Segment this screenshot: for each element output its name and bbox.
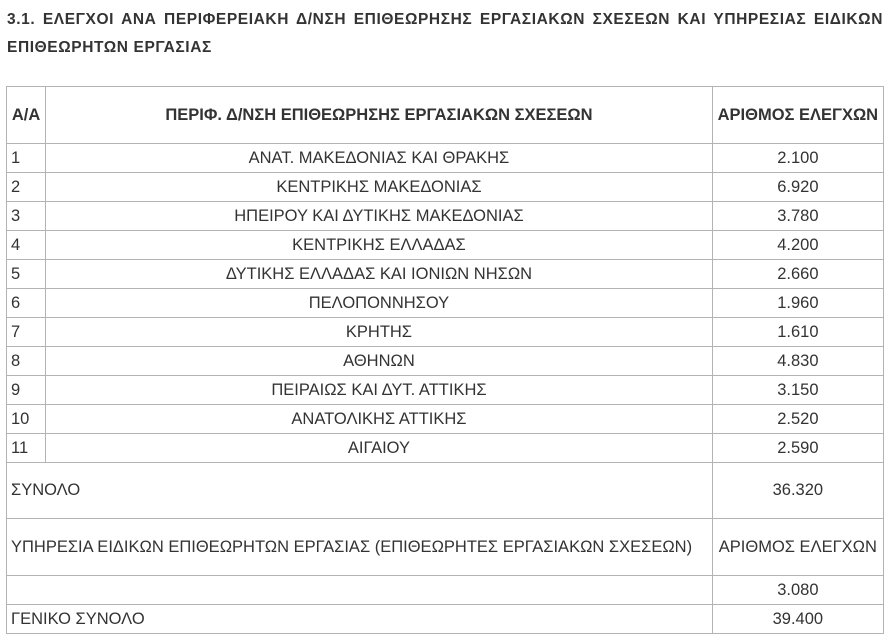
- row-region: ΑΝΑΤΟΛΙΚΗΣ ΑΤΤΙΚΗΣ: [46, 405, 713, 434]
- row-checks: 2.100: [712, 144, 883, 173]
- row-checks: 1.610: [712, 318, 883, 347]
- row-region: ΑΙΓΑΙΟΥ: [46, 434, 713, 463]
- row-region: ΑΘΗΝΩΝ: [46, 347, 713, 376]
- header-region: ΠΕΡΙΦ. Δ/ΝΣΗ ΕΠΙΘΕΩΡΗΣΗΣ ΕΡΓΑΣΙΑΚΩΝ ΣΧΕΣΕΩΝ: [46, 87, 713, 144]
- table-row: [7, 231, 884, 260]
- table-row: [7, 173, 884, 202]
- row-checks: 6.920: [712, 173, 883, 202]
- row-index: 7: [7, 318, 46, 347]
- service-column-label: ΑΡΙΘΜΟΣ ΕΛΕΓΧΩΝ: [712, 519, 883, 576]
- row-checks: 3.780: [712, 202, 883, 231]
- table-row: [7, 144, 884, 173]
- service-value-empty-cell: [7, 576, 713, 605]
- table-row: [7, 202, 884, 231]
- table-row: [7, 405, 884, 434]
- service-label: ΥΠΗΡΕΣΙΑ ΕΙΔΙΚΩΝ ΕΠΙΘΕΩΡΗΤΩΝ ΕΡΓΑΣΙΑΣ (ΕΠΙΘΕΩΡΗΤΕΣ ΕΡΓΑΣΙΑΚΩΝ ΣΧΕΣΕΩΝ): [7, 519, 713, 576]
- service-row: [7, 519, 884, 576]
- row-index: 5: [7, 260, 46, 289]
- row-region: ΠΕΙΡΑΙΩΣ ΚΑΙ ΔΥΤ. ΑΤΤΙΚΗΣ: [46, 376, 713, 405]
- row-region: ΗΠΕΙΡΟΥ ΚΑΙ ΔΥΤΙΚΗΣ ΜΑΚΕΔΟΝΙΑΣ: [46, 202, 713, 231]
- row-checks: 1.960: [712, 289, 883, 318]
- total-label: ΣΥΝΟΛΟ: [7, 463, 713, 519]
- grand-total-label: ΓΕΝΙΚΟ ΣΥΝΟΛΟ: [7, 605, 713, 634]
- row-region: ΚΕΝΤΡΙΚΗΣ ΜΑΚΕΔΟΝΙΑΣ: [46, 173, 713, 202]
- row-index: 6: [7, 289, 46, 318]
- row-region: ΔΥΤΙΚΗΣ ΕΛΛΑΔΑΣ ΚΑΙ ΙΟΝΙΩΝ ΝΗΣΩΝ: [46, 260, 713, 289]
- row-checks: 2.520: [712, 405, 883, 434]
- row-checks: 2.590: [712, 434, 883, 463]
- inspections-table: [6, 86, 884, 634]
- table-row: [7, 434, 884, 463]
- table-row: [7, 376, 884, 405]
- row-checks: 4.830: [712, 347, 883, 376]
- section-title: 3.1. ΕΛΕΓΧΟΙ ΑΝΑ ΠΕΡΙΦΕΡΕΙΑΚΗ Δ/ΝΣΗ ΕΠΙΘΕΩΡΗΣΗΣ ΕΡΓΑΣΙΑΚΩΝ ΣΧΕΣΕΩΝ ΚΑΙ ΥΠΗΡΕΣΙΑΣ ΕΙΔΙΚΩΝ ΕΠΙΘΕΩΡΗΤΩΝ ΕΡΓΑΣΙΑΣ: [7, 11, 883, 56]
- service-value: 3.080: [712, 576, 883, 605]
- row-region: ΠΕΛΟΠΟΝΝΗΣΟΥ: [46, 289, 713, 318]
- header-checks: ΑΡΙΘΜΟΣ ΕΛΕΓΧΩΝ: [712, 87, 883, 144]
- row-index: 3: [7, 202, 46, 231]
- grand-total-value: 39.400: [712, 605, 883, 634]
- row-index: 11: [7, 434, 46, 463]
- row-checks: 2.660: [712, 260, 883, 289]
- total-row: [7, 463, 884, 519]
- total-value: 36.320: [712, 463, 883, 519]
- row-index: 4: [7, 231, 46, 260]
- row-index: 2: [7, 173, 46, 202]
- grand-total-row: [7, 605, 884, 634]
- row-checks: 3.150: [712, 376, 883, 405]
- row-index: 10: [7, 405, 46, 434]
- row-region: ΑΝΑΤ. ΜΑΚΕΔΟΝΙΑΣ ΚΑΙ ΘΡΑΚΗΣ: [46, 144, 713, 173]
- row-region: ΚΡΗΤΗΣ: [46, 318, 713, 347]
- service-value-row: [7, 576, 884, 605]
- row-index: 9: [7, 376, 46, 405]
- row-index: 1: [7, 144, 46, 173]
- table-row: [7, 289, 884, 318]
- header-index: Α/Α: [7, 87, 46, 144]
- row-index: 8: [7, 347, 46, 376]
- row-region: ΚΕΝΤΡΙΚΗΣ ΕΛΛΑΔΑΣ: [46, 231, 713, 260]
- table-row: [7, 347, 884, 376]
- row-checks: 4.200: [712, 231, 883, 260]
- table-header-row: [7, 87, 884, 144]
- table-row: [7, 318, 884, 347]
- table-row: [7, 260, 884, 289]
